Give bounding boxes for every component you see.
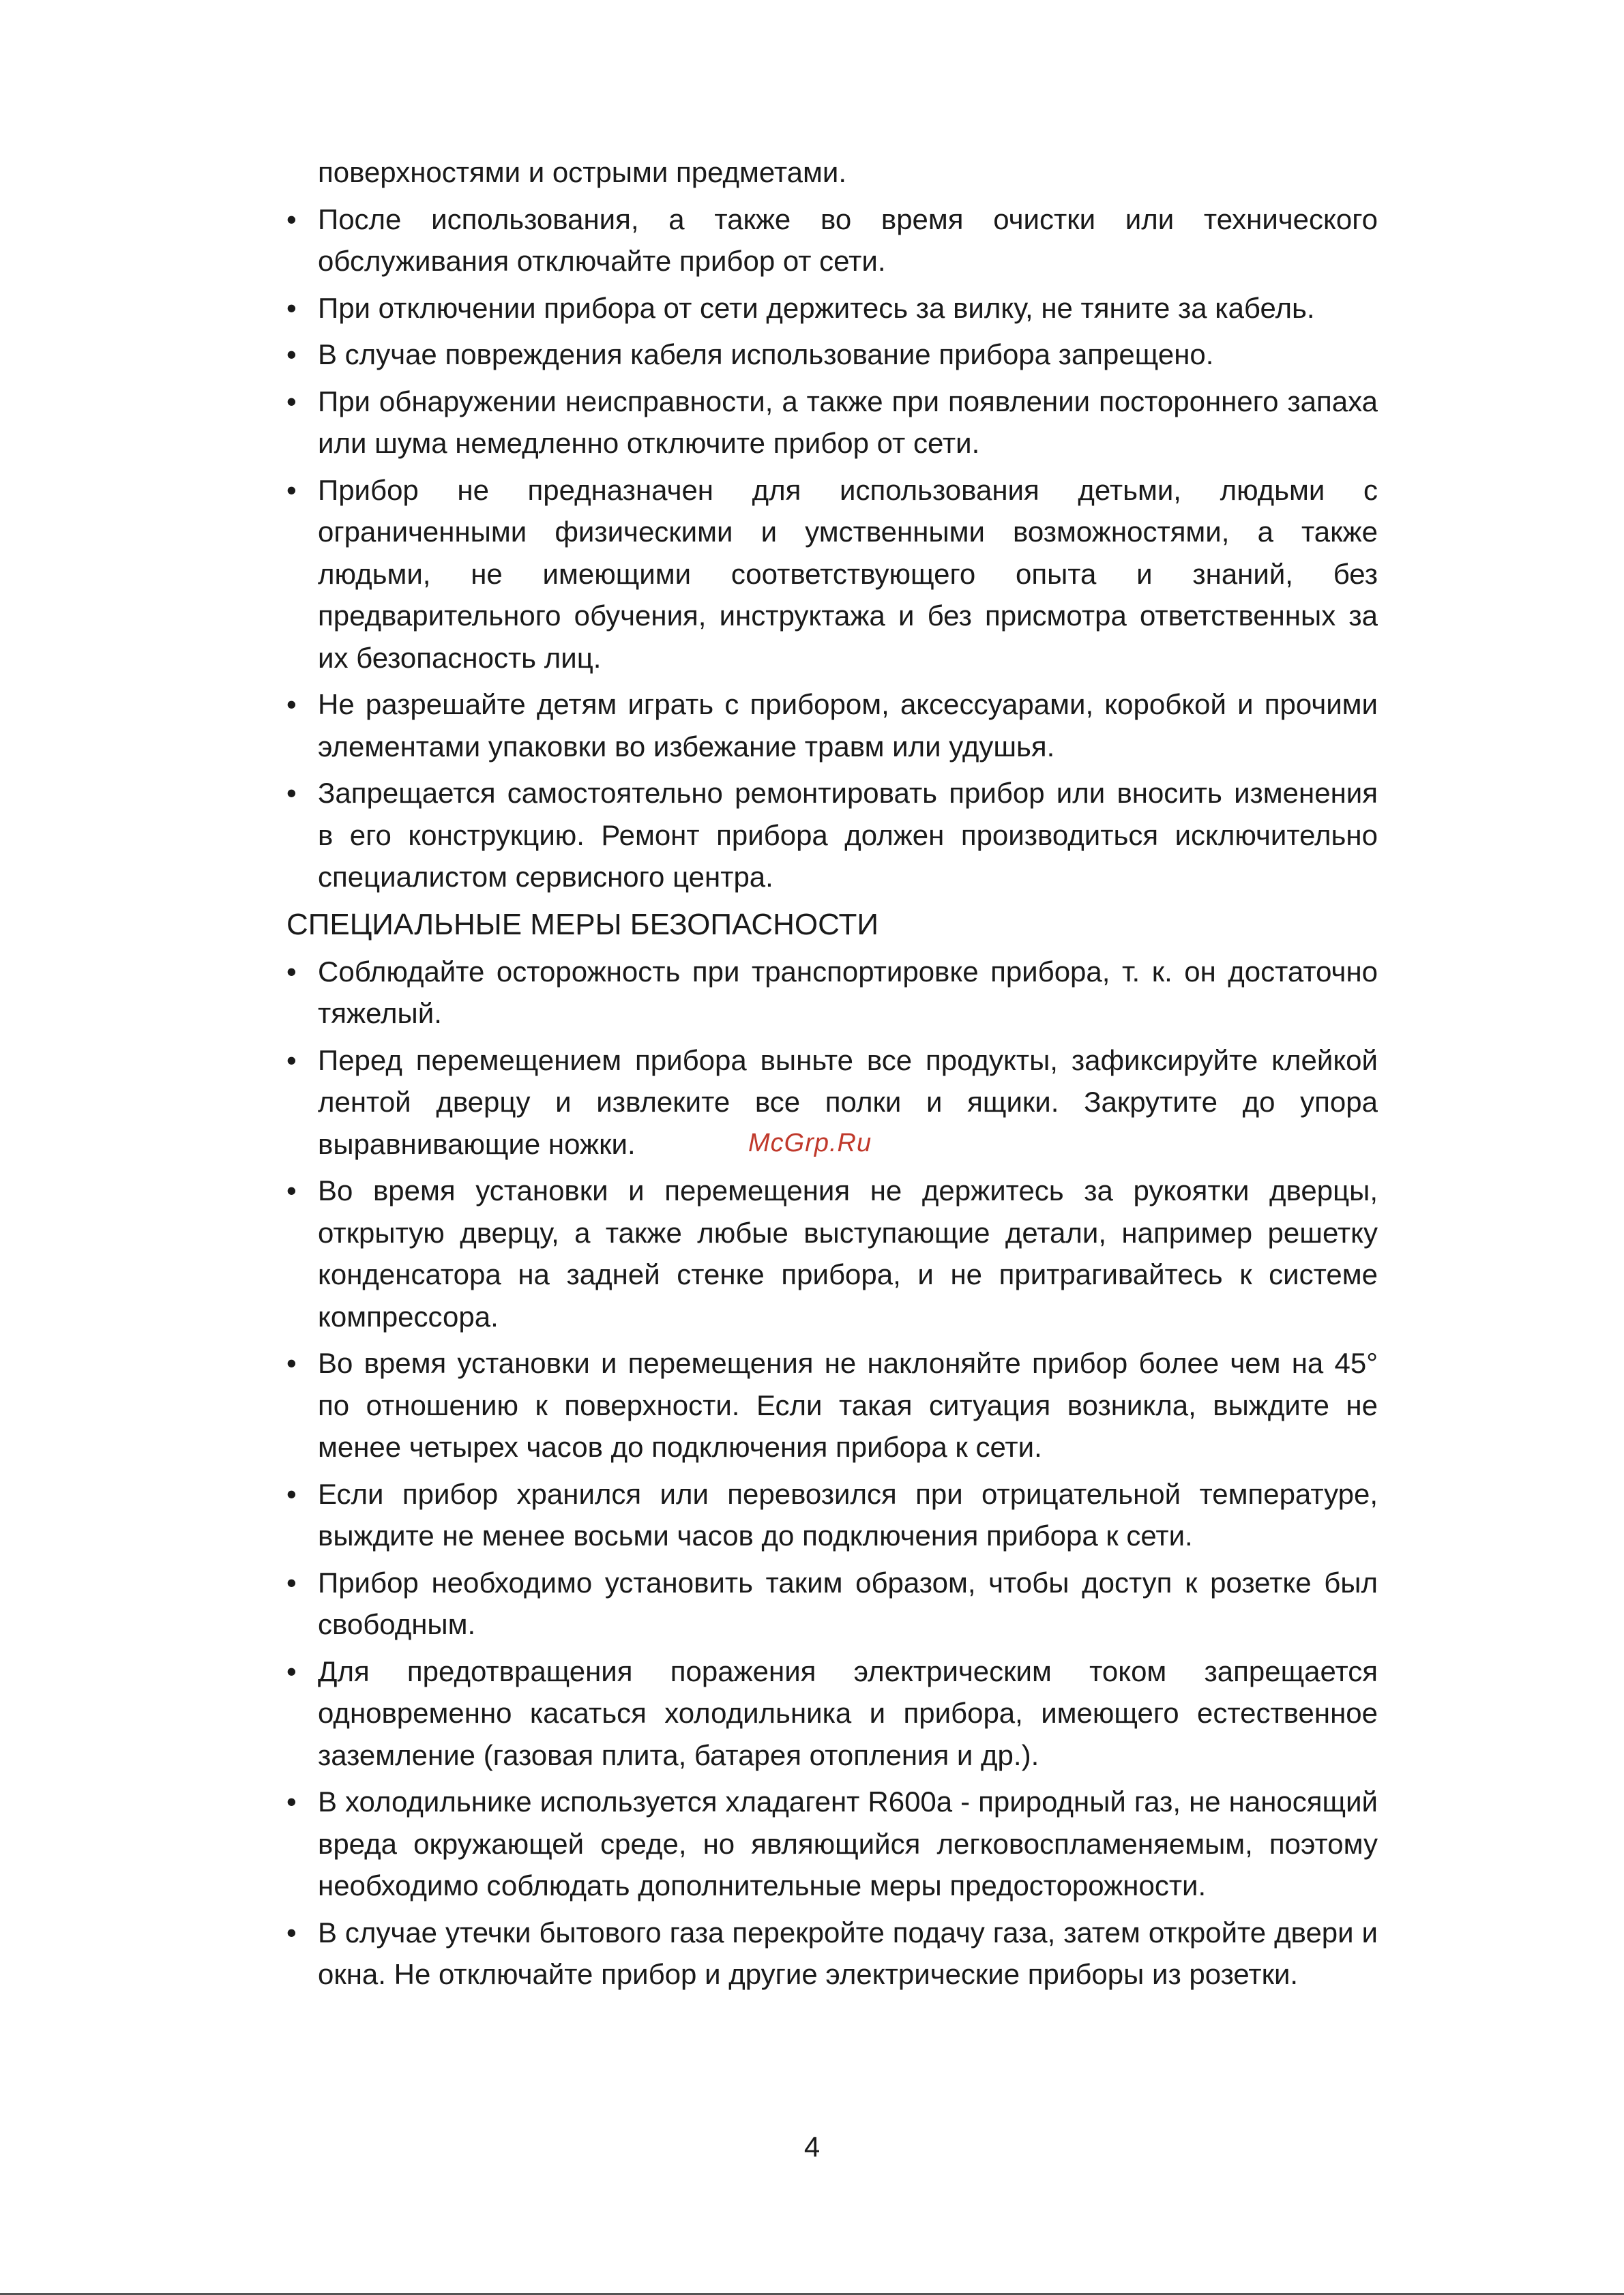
bullet-icon: • bbox=[286, 1347, 297, 1379]
list-item bbox=[286, 469, 1378, 679]
list-item-text: Запрещается самостоятельно ремонтировать прибор или вносить изменения в его конструкцию. Ремонт прибора должен производиться исключительно специалистом сервисного центра. bbox=[318, 777, 1378, 893]
list-item bbox=[286, 951, 1378, 1035]
bullet-icon: • bbox=[286, 1566, 297, 1599]
bullet-icon: • bbox=[286, 291, 297, 324]
list-item bbox=[286, 1342, 1378, 1468]
bullet-icon: • bbox=[286, 203, 297, 235]
list-item-text: В случае утечки бытового газа перекройте подачу газа, затем откройте двери и окна. Не отключайте прибор и другие электрические приборы из розетки. bbox=[318, 1916, 1378, 1990]
list-item bbox=[286, 334, 1378, 376]
list-item bbox=[286, 287, 1378, 329]
list-item bbox=[286, 1170, 1378, 1337]
list-item-text: В холодильнике используется хладагент R600a - природный газ, не наносящий вреда окружающей среде, но являющийся легковоспламеняемым, поэтому необходимо соблюдать дополнительные меры предосторожности. bbox=[318, 1786, 1378, 1901]
page-number: 4 bbox=[803, 2131, 821, 2163]
bullet-icon: • bbox=[286, 1916, 297, 1949]
list-item bbox=[286, 1562, 1378, 1646]
list-item bbox=[286, 381, 1378, 464]
bullet-icon: • bbox=[286, 955, 297, 988]
bullet-icon: • bbox=[286, 1655, 297, 1687]
bullet-icon: • bbox=[286, 473, 297, 506]
special-safety-list bbox=[286, 951, 1378, 1996]
list-item-text: При обнаружении неисправности, а также при появлении постороннего запаха или шума немедленно отключите прибор от сети. bbox=[318, 385, 1378, 459]
bullet-icon: • bbox=[286, 777, 297, 809]
list-item bbox=[286, 1473, 1378, 1557]
section-heading: СПЕЦИАЛЬНЫЕ МЕРЫ БЕЗОПАСНОСТИ bbox=[286, 907, 879, 941]
page-content bbox=[286, 151, 1378, 2000]
list-item bbox=[286, 772, 1378, 898]
list-item bbox=[286, 198, 1378, 282]
watermark-text: McGrp.Ru bbox=[748, 1129, 872, 1157]
list-item-text: Во время установки и перемещения не держитесь за рукоятки дверцы, открытую дверцу, а также любые выступающие детали, например решетку конденсатора на задней стенке прибора, и не притрагивайтесь к системе компрессора. bbox=[318, 1174, 1378, 1333]
list-item bbox=[286, 1912, 1378, 1996]
list-item-text: Прибор необходимо установить таким образом, чтобы доступ к розетке был свободным. bbox=[318, 1566, 1378, 1640]
bullet-icon: • bbox=[286, 338, 297, 370]
list-item-text: В случае повреждения кабеля использование прибора запрещено. bbox=[318, 338, 1214, 370]
bullet-icon: • bbox=[286, 1174, 297, 1206]
bullet-icon: • bbox=[286, 1786, 297, 1818]
bullet-icon: • bbox=[286, 1477, 297, 1510]
list-item-text: Соблюдайте осторожность при транспортировке прибора, т. к. он достаточно тяжелый. bbox=[318, 955, 1378, 1029]
list-item-text: Если прибор хранился или перевозился при отрицательной температуре, выждите не менее восьми часов до подключения прибора к сети. bbox=[318, 1477, 1378, 1552]
list-item bbox=[286, 1781, 1378, 1907]
list-item bbox=[286, 683, 1378, 767]
continued-paragraph: поверхностями и острыми предметами. bbox=[318, 156, 847, 188]
list-item-text: При отключении прибора от сети держитесь за вилку, не тяните за кабель. bbox=[318, 291, 1315, 324]
bullet-icon: • bbox=[286, 385, 297, 417]
bullet-icon: • bbox=[286, 1043, 297, 1076]
list-item-text: Прибор не предназначен для использования детьми, людьми с ограниченными физическими и умственными возможностями, а также людьми, не имеющими соответствующего опыта и знаний, без предварительного обучения, инструктажа и без присмотра ответственных за их безопасность лиц. bbox=[318, 473, 1378, 674]
list-item-text: Для предотвращения поражения электрическим током запрещается одновременно касаться холодильника и прибора, имеющего естественное заземление (газовая плита, батарея отопления и др.). bbox=[318, 1655, 1378, 1771]
list-item-text: Перед перемещением прибора выньте все продукты, зафиксируйте клейкой лентой дверцу и извлеките все полки и ящики. Закрутите до упора выравнивающие ножки. bbox=[318, 1043, 1378, 1160]
list-item-text: После использования, а также во время очистки или технического обслуживания отключайте прибор от сети. bbox=[318, 203, 1378, 277]
list-item bbox=[286, 1650, 1378, 1777]
general-safety-list bbox=[286, 198, 1378, 898]
bullet-icon: • bbox=[286, 688, 297, 720]
list-item-text: Не разрешайте детям играть с прибором, аксессуарами, коробкой и прочими элементами упаковки во избежание травм или удушья. bbox=[318, 688, 1378, 762]
list-item-text: Во время установки и перемещения не наклоняйте прибор более чем на 45° по отношению к поверхности. Если такая ситуация возникла, выждите не менее четырех часов до подключения прибора к сети. bbox=[318, 1347, 1378, 1463]
